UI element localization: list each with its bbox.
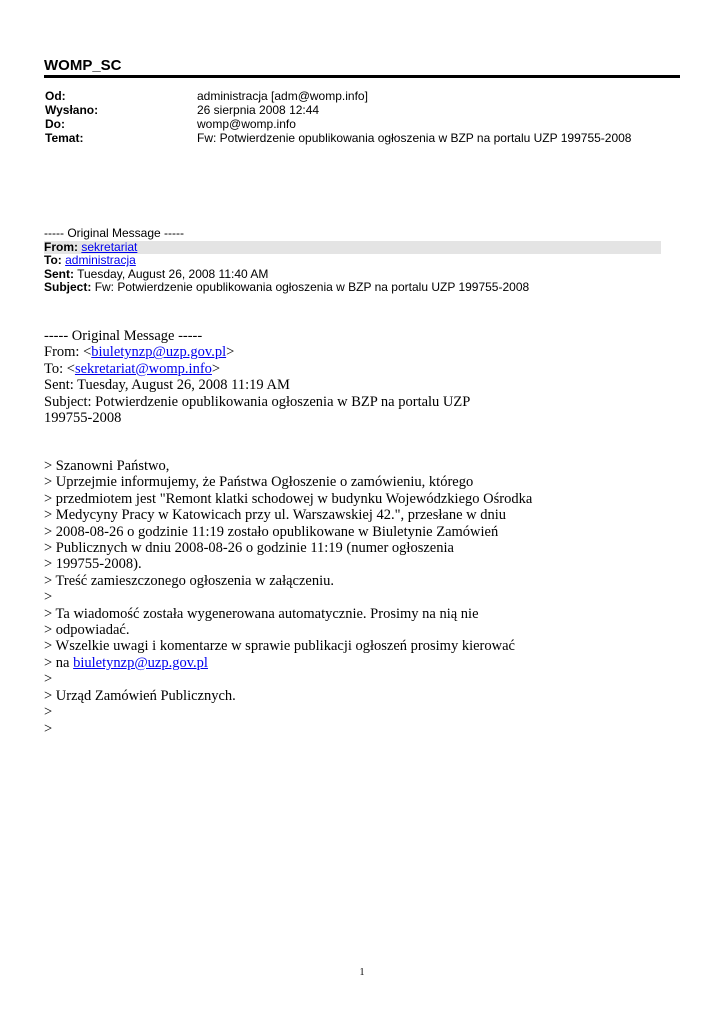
title-rule [44,75,680,78]
forwarded-subject-label: Subject: [44,280,92,294]
page-number: 1 [359,967,365,978]
forwarded-sent-row [44,268,661,282]
document-title: WOMP_SC [44,57,122,74]
forwarded-message-header [44,227,661,295]
forwarded-subject-value: Fw: Potwierdzenie opublikowania ogłoszenia w BZP na portalu UZP 199755-2008 [94,280,530,294]
original-subject-line-1: Subject: Potwierdzenie opublikowania ogłoszenia w BZP na portalu UZP [44,393,471,410]
header-row-subject [45,131,631,145]
header-value: administracja [adm@womp.info] [197,89,368,103]
original-to-row [44,361,470,377]
original-to-email-link[interactable]: sekretariat@womp.info [74,360,212,377]
forwarded-marker: ----- Original Message ----- [44,226,185,240]
body-line: > [44,720,53,737]
header-label: Od: [45,89,66,103]
header-row-to [45,117,631,131]
body-line: > [44,704,53,721]
forwarded-subject-row [44,281,661,295]
forwarded-to-row [44,254,661,268]
body-line: > [44,589,53,606]
forwarded-to-link[interactable]: administracja [65,253,136,267]
forwarded-from-row [44,241,661,255]
header-value: Fw: Potwierdzenie opublikowania ogłoszenia w BZP na portalu UZP 199755-2008 [197,131,632,145]
header-label: Do: [45,117,65,131]
body-line: > 199755-2008). [44,556,142,573]
body-line: > Urząd Zamówień Publicznych. [44,687,236,704]
body-line: > 2008-08-26 o godzinie 11:19 zostało opublikowane w Biuletynie Zamówień [44,523,499,540]
original-to-suffix: > [211,360,221,377]
forwarded-to-label: To: [44,253,62,267]
body-line: > przedmiotem jest "Remont klatki schodowej w budynku Wojewódzkiego Ośrodka [44,490,533,507]
original-subject-line-2: 199755-2008 [44,410,122,427]
body-line: > odpowiadać. [44,622,130,639]
body-link-prefix: > na [44,654,74,671]
body-line: > Publicznych w dniu 2008-08-26 o godzinie 11:19 (numer ogłoszenia [44,540,454,557]
forwarded-from-label: From: [44,239,78,254]
forwarded-sent-label: Sent: [44,266,74,281]
body-line: > [44,671,53,688]
original-to-prefix: To: < [44,360,75,377]
original-sent: Sent: Tuesday, August 26, 2008 11:19 AM [44,377,290,394]
header-label: Temat: [45,131,84,145]
original-from-row [44,344,470,360]
body-line: > Treść zamieszczonego ogłoszenia w załączeniu. [44,572,335,589]
header-value: 26 sierpnia 2008 12:44 [197,103,320,117]
forwarded-sent-value: Tuesday, August 26, 2008 11:40 AM [77,266,269,281]
body-line: > Wszelkie uwagi i komentarze w sprawie publikacji ogłoszeń prosimy kierować [44,638,515,655]
forwarded-from-link[interactable]: sekretariat [81,239,138,254]
header-value: womp@womp.info [197,117,296,131]
body-link-line [44,655,532,671]
body-email-link[interactable]: biuletynzp@uzp.gov.pl [73,654,208,671]
body-line: > Szanowni Państwo, [44,458,170,474]
original-message-header [44,328,470,426]
original-from-suffix: > [226,344,235,361]
message-body [44,458,532,737]
header-row-sent [45,103,631,117]
email-headers [45,89,631,145]
original-from-prefix: From: < [44,344,92,361]
header-label: Wysłano: [45,103,99,117]
body-line: > Uprzejmie informujemy, że Państwa Ogłoszenie o zamówieniu, którego [44,474,474,491]
original-from-email-link[interactable]: biuletynzp@uzp.gov.pl [91,344,227,361]
original-marker: ----- Original Message ----- [44,328,203,344]
body-line: > Ta wiadomość została wygenerowana automatycznie. Prosimy na nią nie [44,605,479,622]
header-row-from [45,89,631,103]
body-line: > Medycyny Pracy w Katowicach przy ul. Warszawskiej 42.", przesłane w dniu [44,507,507,524]
